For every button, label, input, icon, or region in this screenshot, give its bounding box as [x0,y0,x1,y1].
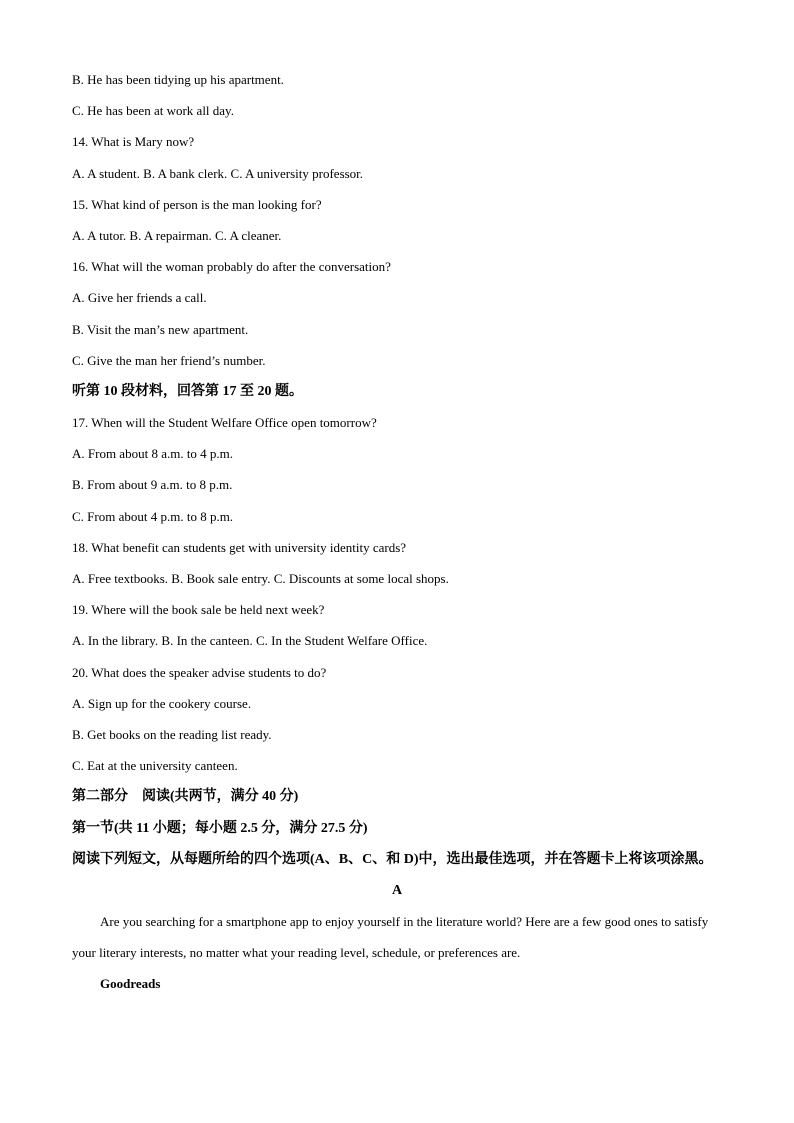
option-line: A. Free textbooks. B. Book sale entry. C. Discounts at some local shops. [72,571,449,586]
option-line: A. Give her friends a call. [72,290,207,306]
passage-letter: A [391,882,403,898]
section-10-heading: 听第 10 段材料，回答第 17 至 20 题。 [72,383,303,399]
option-line: C. He has been at work all day. [72,103,234,119]
option-line: A. Sign up for the cookery course. [72,695,252,711]
section1-heading: 第一节(共 11 小题；每小题 2.5 分，满分 27.5 分) [72,820,368,836]
question-line: 17. When will the Student Welfare Office open tomorrow? [72,415,377,431]
option-line: B. From about 9 a.m. to 8 p.m. [72,477,233,493]
question-line: 14. What is Mary now? [72,134,195,150]
reading-instruction: 阅读下列短文，从每题所给的四个选项(A、B、C、和 D)中，选出最佳选项，并在答题卡上将该项涂黑。 [72,851,713,867]
question-line: 20. What does the speaker advise students to do? [72,664,327,680]
document-page [72,64,722,999]
option-line: A. A student. B. A bank clerk. C. A university professor. [72,165,364,181]
option-line: A. From about 8 a.m. to 4 p.m. [72,446,234,462]
option-line: B. He has been tidying up his apartment. [72,72,284,87]
option-line: B. Get books on the reading list ready. [72,726,272,742]
app-name-heading: Goodreads [100,975,161,991]
part2-heading: 第二部分 阅读(共两节，满分 40 分) [72,789,299,805]
question-line: 15. What kind of person is the man looking for? [72,196,322,212]
option-line: C. Eat at the university canteen. [72,758,238,774]
question-line: 18. What benefit can students get with university identity cards? [72,539,407,555]
option-line: A. In the library. B. In the canteen. C. In the Student Welfare Office. [72,633,428,649]
question-line: 16. What will the woman probably do after the conversation? [72,259,391,275]
option-line: C. From about 4 p.m. to 8 p.m. [72,508,234,524]
option-line: C. Give the man her friend’s number. [72,352,266,368]
option-line: A. A tutor. B. A repairman. C. A cleaner. [72,227,282,243]
question-line: 19. Where will the book sale be held next week? [72,602,325,618]
option-line: B. Visit the man’s new apartment. [72,321,249,337]
passage-intro: Are you searching for a smartphone app to enjoy yourself in the literature world? Here are a few good ones to satisfy your literary interests, no matter what your reading level, schedule, or preferences are. [72,913,709,960]
